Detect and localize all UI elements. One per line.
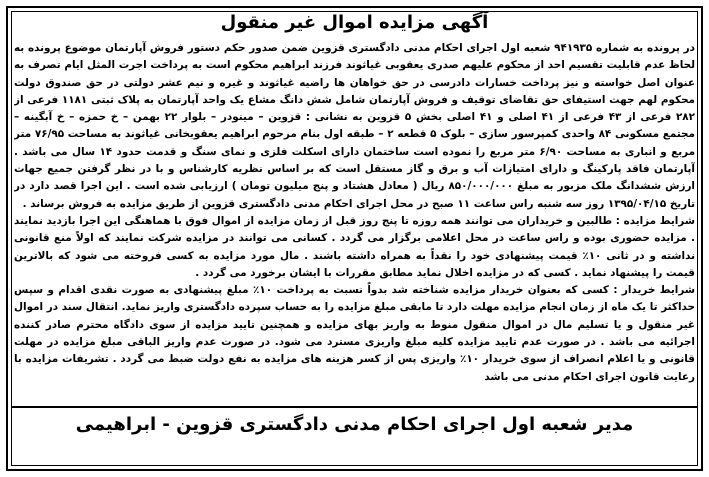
signature-divider: [12, 406, 697, 408]
notice-signature: مدیر شعبه اول اجرای احکام مدنی دادگستری قزوین - ابراهیمی: [75, 414, 634, 435]
notice-body: [14, 40, 695, 402]
notice-main-paragraph: در پرونده به شماره ۹۴۱۹۳۵ شعبه اول اجرای احکام مدنی دادگستری قزوین ضمن صدور حکم دستور فروش آپارتمان موضوع پرونده به لحاظ عدم قابلیت تقسیم احد از محکوم علیهم صدری یعقوبی غیاثوند فرزند ابراهیم محکوم است به پرداخت اجرت المثل ایام تصرف به عنوان اصل خواسته و نیز پرداخت خسارات دادرسی در حق خواهان ها راضیه غیاثوند و غیره و نیم عشر دولتی در حق صندوق دولت محکوم لهم جهت استیفای حق تقاضای توقیف و فروش آپارتمان شامل شش دانگ مشاع یک واحد آپارتمان به پلاک ثبتی ۱۱۸۱ فرعی از ۲۸۲ فرعی از ۴۳ فرعی از ۴۱ اصلی و ۴۱ اصلی بخش ۵ قزوین به نشانی : قزوین – مینودر – بلوار ۲۲ بهمن – خ حمزه – خ آبگینه – مجتمع مسکونی ۸۴ واحدی کمپرسور سازی – بلوک ۵ قطعه ۲ – طبقه اول بنام مرحوم ابراهیم یعقوبخانی غیاثوند به مساحت ۷۶/۹۵ متر مربع و انباری به مساحت ۶/۹۰ متر مربع را نموده است ساختمان دارای اسکلت فلزی و نمای سنگ و قدمت حدود ۱۴ سال می باشد . آپارتمان فاقد پارکینگ و دارای امتیازات آب و برق و گاز مستقل است که بر اساس نظریه کارشناس و با در نظر گرفتن جمیع جهات ارزش ششدانگ ملک مزبور به مبلغ ۸۵۰/۰۰۰/۰۰۰ ریال ( معادل هشتاد و پنج میلیون تومان ) ارزیابی شده است . این اجرا قصد دارد در تاریخ ۱۳۹۵/۰۴/۱۵ روز سه شنبه راس ساعت ۱۱ صبح در محل اجرای احکام مدنی دادگستری قزوین از طریق مزایده به فروش برساند .: [14, 42, 695, 210]
buyer-conditions-paragraph: شرایط خریدار : کسی که بعنوان خریدار مزایده شناخته شد بدواً نسبت به پرداخت ۱۰٪ مبلغ پیشنهادی به صورت نقدی اقدام و سپس حداکثر تا یک ماه از زمان انجام مزایده مهلت دارد تا مابقی مبلغ مزایده را به حساب سپرده دادگستری واریز نماید. انتقال سند در اموال غیر منقول و یا تسلیم مال در اموال منقول منوط به واریز بهای مزایده و همچنین تایید مزایده از سوی دادگاه محترم صادر کننده اجرائیه می باشد . در صورت عدم تایید مزایده کلیه مبلغ واریزی مسترد می شود. در صورت عدم واریز الباقی مبلغ مزایده در مهلت قانونی و یا اعلام انصراف از سوی خریدار ۱۰٪ واریزی پس از کسر هزینه های مزایده به نفع دولت ضبط می گردد . تشریفات مزایده با رعایت قانون اجرای احکام مدنی می باشد: [14, 284, 695, 383]
auction-conditions-paragraph: شرایط مزایده : طالبین و خریداران می توانند همه روزه تا پنج روز قبل از زمان مزایده از اموال فوق با هماهنگی این اجرا بازدید نمایند . مزایده حضوری بوده و راس ساعت در محل اعلامی برگزار می گردد . کسانی می توانند در مزایده شرکت نمایند که اولاً منع قانونی نداشته و در ثانی ۱۰٪ قیمت پیشنهادی خود را نقداً به همراه داشته باشند . مال مورد مزایده به کسی فروخته می شود که بالاترین قیمت را پیشنهاد نماید . کسی که در مزایده اخلال نماید مطابق مقررات با ایشان برخورد می گردد .: [14, 214, 695, 279]
notice-title: آگهی مزایده اموال غیر منقول: [220, 12, 489, 33]
